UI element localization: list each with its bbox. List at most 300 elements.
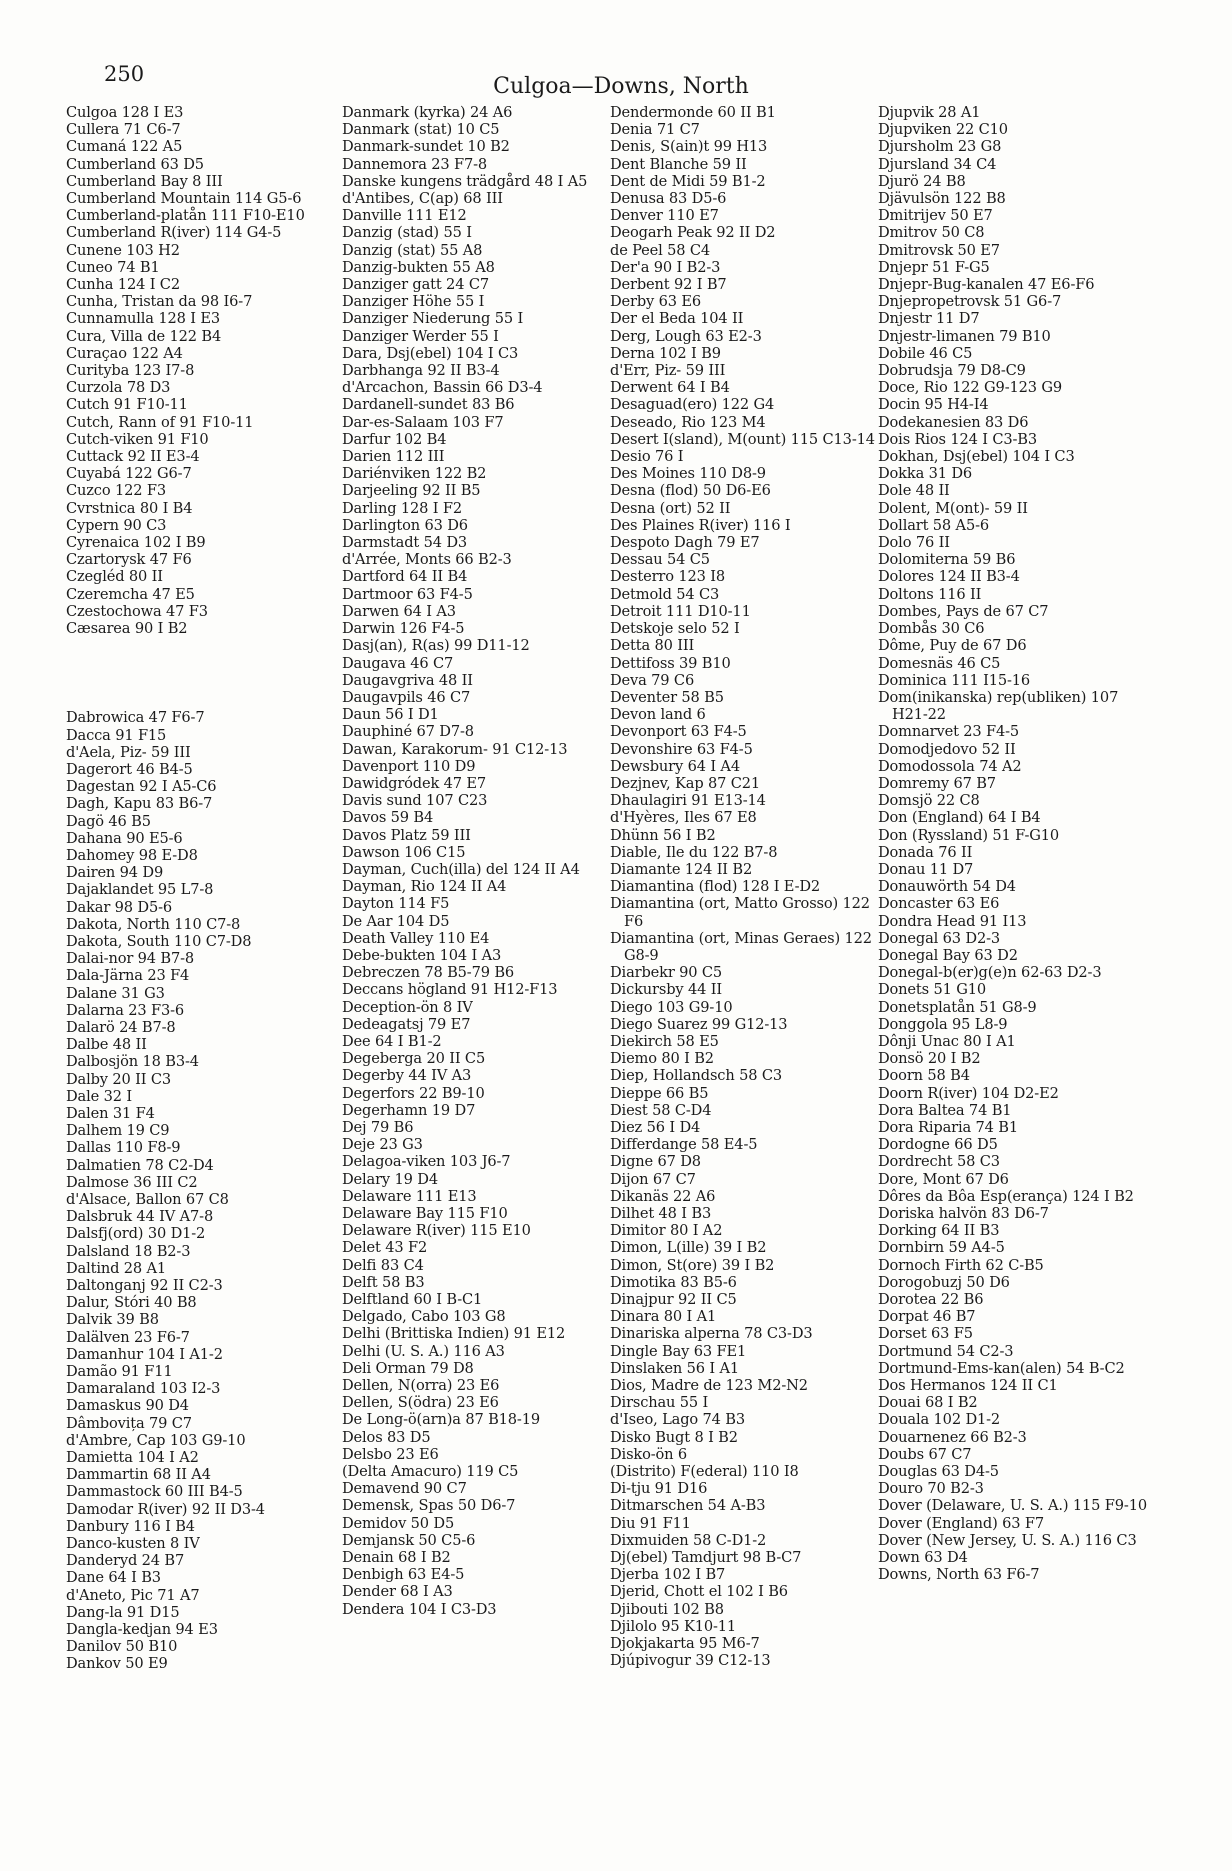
- index-entry: Darjeeling 92 II B5: [342, 482, 481, 500]
- index-entry: Darwen 64 I A3: [342, 602, 456, 620]
- index-column-2: [342, 104, 607, 1618]
- index-entry: Douro 70 B2-3: [878, 1480, 984, 1498]
- index-entry: Cuttack 92 II E3-4: [66, 448, 200, 466]
- index-entry: Dara, Dsj(ebel) 104 I C3: [342, 344, 519, 362]
- index-entry: Delaware 111 E13: [342, 1187, 477, 1205]
- index-entry: Degeberga 20 II C5: [342, 1050, 486, 1068]
- index-entry: Dalarö 24 B7-8: [66, 1018, 176, 1036]
- index-entry: Dent Blanche 59 II: [610, 155, 747, 173]
- index-entry: Dondra Head 91 I13: [878, 912, 1027, 930]
- index-entry: Djerba 102 I B7: [610, 1566, 726, 1584]
- index-entry: Dôme, Puy de 67 D6: [878, 637, 1027, 655]
- index-column-4: [878, 104, 1150, 1583]
- index-entry: Cutch, Rann of 91 F10-11: [66, 413, 254, 431]
- index-entry: Dagö 46 B5: [66, 812, 151, 830]
- index-entry: Dole 48 II: [878, 482, 950, 500]
- index-entry: Danziger Werder 55 I: [342, 327, 499, 345]
- index-entry: Cumberland R(iver) 114 G4-5: [66, 224, 282, 242]
- index-entry: Dokka 31 D6: [878, 465, 973, 483]
- index-entry: Delhi (Brittiska Indien) 91 E12: [342, 1325, 566, 1343]
- index-entry: Curzola 78 D3: [66, 379, 171, 397]
- index-entry: Dannemora 23 F7-8: [342, 155, 488, 173]
- index-entry: Deccans högland 91 H12-F13: [342, 981, 558, 999]
- index-entry: Dayman, Cuch(illa) del 124 II A4: [342, 860, 580, 878]
- index-entry: Djerid, Chott el 102 I B6: [610, 1583, 788, 1601]
- index-entry: Dieppe 66 B5: [610, 1084, 709, 1102]
- index-entry: Culgoa 128 I E3: [66, 104, 184, 121]
- index-entry: Dimitor 80 I A2: [610, 1222, 723, 1240]
- index-entry: Delagoa-viken 103 J6-7: [342, 1153, 511, 1171]
- index-entry: Douala 102 D1-2: [878, 1411, 1001, 1429]
- index-entry: Dakar 98 D5-6: [66, 898, 173, 916]
- running-head: Culgoa—Downs, North: [493, 74, 749, 99]
- index-entry: Dinslaken 56 I A1: [610, 1359, 740, 1377]
- index-entry: Delaware Bay 115 F10: [342, 1205, 508, 1222]
- index-entry: Des Plaines R(iver) 116 I: [610, 516, 791, 534]
- index-entry: Djúpivogur 39 C12-13: [610, 1652, 771, 1670]
- index-entry: Dokhan, Dsj(ebel) 104 I C3: [878, 448, 1075, 466]
- index-entry: Dalmose 36 III C2: [66, 1173, 198, 1191]
- index-entry: Dônji Unac 80 I A1: [878, 1032, 1016, 1050]
- index-entry: Dale 32 I: [66, 1087, 132, 1105]
- index-entry: Despoto Dagh 79 E7: [610, 534, 760, 552]
- index-entry: Davis sund 107 C23: [342, 792, 488, 810]
- index-entry: Domnarvet 23 F4-5: [878, 723, 1020, 741]
- index-entry: Don (England) 64 I B4: [878, 809, 1041, 827]
- index-entry: Dinariska alperna 78 C3-D3: [610, 1325, 813, 1343]
- index-entry: Dalsfj(ord) 30 D1-2: [66, 1225, 206, 1243]
- index-entry: Di-tju 91 D16: [610, 1480, 708, 1498]
- index-entry: d'Aneto, Pic 71 A7: [66, 1586, 200, 1604]
- index-entry: Dar-es-Salaam 103 F7: [342, 413, 504, 431]
- index-entry: Dala-Järna 23 F4: [66, 967, 190, 985]
- index-entry: Dammastock 60 III B4-5: [66, 1483, 243, 1501]
- index-entry: Diable, Ile du 122 B7-8: [610, 843, 778, 861]
- index-entry: Davos Platz 59 III: [342, 826, 471, 844]
- index-entry: Dora Riparia 74 B1: [878, 1118, 1019, 1136]
- index-entry: Czartorysk 47 F6: [66, 551, 192, 569]
- index-entry: Denain 68 I B2: [342, 1549, 451, 1567]
- index-entry: d'Alsace, Ballon 67 C8: [66, 1190, 229, 1208]
- index-entry: Danmark (stat) 10 C5: [342, 121, 500, 139]
- index-entry: Cumaná 122 A5: [66, 138, 183, 156]
- index-entry: Cumberland Mountain 114 G5-6: [66, 190, 302, 208]
- index-entry: Cumberland-platån 111 F10-E10: [66, 207, 305, 225]
- index-entry: Daugavpils 46 C7: [342, 688, 471, 706]
- index-entry: Deje 23 G3: [342, 1136, 423, 1154]
- index-entry: Daun 56 I D1: [342, 706, 439, 724]
- index-entry: Dnjepr 51 F-G5: [878, 258, 990, 276]
- index-entry: Dahomey 98 E-D8: [66, 846, 198, 864]
- index-entry: Diamantina (ort, Minas Geraes) 122 G8-9: [610, 929, 872, 964]
- index-entry: Dane 64 I B3: [66, 1569, 161, 1587]
- index-entry: Donegal Bay 63 D2: [878, 946, 1018, 964]
- index-entry: Dardanell-sundet 83 B6: [342, 396, 515, 414]
- index-entry: Donggola 95 L8-9: [878, 1015, 1008, 1033]
- index-entry: Danzig (stad) 55 I: [342, 224, 472, 242]
- index-entry: Des Moines 110 D8-9: [610, 465, 766, 483]
- index-entry: Doce, Rio 122 G9-123 G9: [878, 379, 1063, 397]
- index-entry: Damaraland 103 I2-3: [66, 1380, 221, 1398]
- index-entry: Dent de Midi 59 B1-2: [610, 172, 766, 190]
- index-entry: Doubs 67 C7: [878, 1445, 972, 1463]
- index-entry: Dortmund 54 C2-3: [878, 1342, 1014, 1360]
- index-entry: Dariénviken 122 B2: [342, 465, 487, 483]
- index-entry: Deception-ön 8 IV: [342, 998, 473, 1016]
- index-entry: Dmitrijev 50 E7: [878, 207, 993, 225]
- index-entry: Domsjö 22 C8: [878, 792, 980, 810]
- index-entry: Dilhet 48 I B3: [610, 1205, 712, 1222]
- index-entry: Debreczen 78 B5-79 B6: [342, 964, 515, 982]
- index-entry: Doltons 116 II: [878, 585, 982, 603]
- index-entry: Doncaster 63 E6: [878, 895, 1000, 913]
- index-entry: Delftland 60 I B-C1: [342, 1291, 483, 1309]
- index-entry: Dora Baltea 74 B1: [878, 1101, 1012, 1119]
- index-entry: Cumberland Bay 8 III: [66, 172, 223, 190]
- index-column-3: [610, 104, 880, 1669]
- index-entry: Danmark (kyrka) 24 A6: [342, 104, 513, 121]
- index-entry: Cyrenaica 102 I B9: [66, 534, 206, 552]
- index-entry: Dairen 94 D9: [66, 864, 164, 882]
- index-entry: Desna (flod) 50 D6-E6: [610, 482, 771, 500]
- index-entry: Dacca 91 F15: [66, 726, 167, 744]
- index-entry: Devonport 63 F4-5: [610, 723, 747, 741]
- index-entry: Donets 51 G10: [878, 981, 987, 999]
- index-entry: Derbent 92 I B7: [610, 276, 727, 294]
- index-entry: Denver 110 E7: [610, 207, 719, 225]
- index-entry: Dawson 106 C15: [342, 843, 466, 861]
- index-entry: Delfi 83 C4: [342, 1256, 424, 1274]
- index-entry: Dalur, Stóri 40 B8: [66, 1294, 197, 1312]
- index-entry: Dolo 76 II: [878, 534, 950, 552]
- index-entry: Curityba 123 I7-8: [66, 362, 195, 380]
- index-entry: Disko-ön 6: [610, 1445, 688, 1463]
- index-entry: Donegal-b(er)g(e)n 62-63 D2-3: [878, 964, 1102, 982]
- index-entry: Darien 112 III: [342, 448, 445, 466]
- index-entry: Damodar R(iver) 92 II D3-4: [66, 1500, 265, 1518]
- index-entry: Diamante 124 II B2: [610, 860, 753, 878]
- index-entry: Danziger gatt 24 C7: [342, 276, 489, 294]
- index-entry: Diemo 80 I B2: [610, 1050, 714, 1068]
- index-entry: Djävulsön 122 B8: [878, 190, 1006, 208]
- index-entry: (Delta Amacuro) 119 C5: [342, 1463, 519, 1481]
- index-entry: Denis, S(ain)t 99 H13: [610, 138, 768, 156]
- index-entry: Down 63 D4: [878, 1549, 968, 1567]
- index-entry: Cumberland 63 D5: [66, 155, 204, 173]
- index-entry: Delaware R(iver) 115 E10: [342, 1222, 531, 1240]
- index-entry: Darling 128 I F2: [342, 499, 463, 517]
- index-entry: Daltonganj 92 II C2-3: [66, 1277, 223, 1294]
- index-entry: Dewsbury 64 I A4: [610, 757, 740, 775]
- index-entry: Cypern 90 C3: [66, 516, 167, 534]
- index-entry: Dagerort 46 B4-5: [66, 760, 193, 778]
- index-entry: Diest 58 C-D4: [610, 1101, 712, 1119]
- index-entry: Dickursby 44 II: [610, 981, 722, 999]
- index-entry: Dikanäs 22 A6: [610, 1187, 716, 1205]
- index-entry: Dornoch Firth 62 C-B5: [878, 1256, 1044, 1274]
- index-entry: Dinajpur 92 II C5: [610, 1291, 737, 1309]
- index-entry: Danilov 50 B10: [66, 1638, 178, 1656]
- index-entry: (Distrito) F(ederal) 110 I8: [610, 1463, 799, 1481]
- index-entry: Dorotea 22 B6: [878, 1291, 984, 1309]
- index-entry: Delet 43 F2: [342, 1239, 428, 1257]
- index-entry: Degerby 44 IV A3: [342, 1067, 472, 1085]
- index-entry: Doriska halvön 83 D6-7: [878, 1205, 1049, 1222]
- index-entry: Diep, Hollandsch 58 C3: [610, 1067, 782, 1085]
- index-entry: Djibouti 102 B8: [610, 1600, 724, 1618]
- index-entry: Dee 64 I B1-2: [342, 1032, 442, 1050]
- index-entry: Douai 68 I B2: [878, 1394, 978, 1412]
- index-entry: Djurö 24 B8: [878, 172, 966, 190]
- index-entry: Dang-la 91 D15: [66, 1603, 180, 1621]
- index-entry: Djokjakarta 95 M6-7: [610, 1635, 760, 1653]
- index-entry: Dingle Bay 63 FE1: [610, 1342, 747, 1360]
- index-entry: Dalhem 19 C9: [66, 1122, 170, 1140]
- index-entry: Dagh, Kapu 83 B6-7: [66, 795, 213, 813]
- index-entry: Degerfors 22 B9-10: [342, 1084, 485, 1102]
- index-entry: Deva 79 C6: [610, 671, 695, 689]
- index-entry: Dhünn 56 I B2: [610, 826, 716, 844]
- index-entry: Delos 83 D5: [342, 1428, 431, 1446]
- index-entry: Dalmatien 78 C2-D4: [66, 1156, 214, 1174]
- index-entry: Disko Bugt 8 I B2: [610, 1428, 738, 1446]
- index-entry: Dartmoor 63 F4-5: [342, 585, 473, 603]
- index-entry: Delft 58 B3: [342, 1273, 425, 1291]
- index-entry: Dallas 110 F8-9: [66, 1139, 181, 1157]
- index-entry: Donsö 20 I B2: [878, 1050, 981, 1068]
- index-entry: Dalsland 18 B2-3: [66, 1242, 191, 1260]
- index-entry: Dois Rios 124 I C3-B3: [878, 430, 1037, 448]
- index-entry: Donau 11 D7: [878, 860, 974, 878]
- index-entry: Daugava 46 C7: [342, 654, 454, 672]
- index-entry: Diego Suarez 99 G12-13: [610, 1015, 788, 1033]
- index-entry: Dalarna 23 F3-6: [66, 1001, 185, 1019]
- index-entry: Diamantina (flod) 128 I E-D2: [610, 878, 821, 896]
- index-entry: Dnjepr-Bug-kanalen 47 E6-F6: [878, 276, 1095, 294]
- index-entry: Domesnäs 46 C5: [878, 654, 1001, 672]
- index-entry: Damanhur 104 I A1-2: [66, 1345, 223, 1363]
- index-entry: Dmitrovsk 50 E7: [878, 241, 1000, 259]
- index-entry: d'Ambre, Cap 103 G9-10: [66, 1431, 246, 1449]
- index-entry: De Aar 104 D5: [342, 912, 450, 930]
- index-entry: Daugavgriva 48 II: [342, 671, 473, 689]
- index-entry: Detmold 54 C3: [610, 585, 720, 603]
- index-entry: Dombås 30 C6: [878, 620, 985, 638]
- index-entry: Dijon 67 C7: [610, 1170, 696, 1188]
- index-entry: Darmstadt 54 D3: [342, 534, 468, 552]
- index-entry: Denbigh 63 E4-5: [342, 1566, 465, 1584]
- index-entry: Demidov 50 D5: [342, 1514, 455, 1532]
- index-entry: Dasj(an), R(as) 99 D11-12: [342, 637, 530, 655]
- index-entry: d'Hyères, Iles 67 E8: [610, 809, 757, 827]
- index-entry: Delsbo 23 E6: [342, 1445, 439, 1463]
- index-entry: d'Arcachon, Bassin 66 D3-4: [342, 379, 543, 397]
- index-entry: Domodjedovo 52 II: [878, 740, 1016, 758]
- index-entry: Deogarh Peak 92 II D2: [610, 224, 776, 242]
- index-entry: Deseado, Rio 123 M4: [610, 413, 766, 431]
- index-entry: Dobile 46 C5: [878, 344, 973, 362]
- index-entry: Danzig (stat) 55 A8: [342, 241, 483, 259]
- index-entry: Djupviken 22 C10: [878, 121, 1008, 139]
- index-entry: Domremy 67 B7: [878, 774, 996, 792]
- index-entry: d'Arrée, Monts 66 B2-3: [342, 551, 512, 569]
- index-entry: Dalane 31 G3: [66, 984, 165, 1002]
- index-entry: Domodossola 74 A2: [878, 757, 1022, 775]
- index-entry: Desterro 123 I8: [610, 568, 725, 586]
- index-entry: Cæsarea 90 I B2: [66, 620, 188, 638]
- index-entry: Dâmbovița 79 C7: [66, 1414, 192, 1432]
- index-entry: Cura, Villa de 122 B4: [66, 327, 222, 345]
- index-entry: Dhaulagiri 91 E13-14: [610, 792, 766, 810]
- index-entry: Demavend 90 C7: [342, 1480, 467, 1498]
- index-entry: Darbhanga 92 II B3-4: [342, 362, 500, 380]
- index-entry: Donada 76 II: [878, 843, 973, 861]
- index-entry: Dender 68 I A3: [342, 1583, 453, 1601]
- index-entry: Dawan, Karakorum- 91 C12-13: [342, 740, 568, 758]
- index-entry: Don (Ryssland) 51 F-G10: [878, 826, 1060, 844]
- index-entry: Dom(inikanska) rep(ubliken) 107 H21-22: [878, 688, 1119, 724]
- index-entry: Dendera 104 I C3-D3: [342, 1600, 497, 1618]
- index-entry: Donetsplatån 51 G8-9: [878, 998, 1037, 1016]
- index-entry: Derg, Lough 63 E2-3: [610, 327, 762, 345]
- index-entry: Douglas 63 D4-5: [878, 1463, 999, 1481]
- index-entry: Dios, Madre de 123 M2-N2: [610, 1377, 808, 1395]
- index-entry: Detskoje selo 52 I: [610, 620, 740, 638]
- index-entry: Cunene 103 H2: [66, 241, 180, 259]
- index-entry: Cuzco 122 F3: [66, 482, 166, 500]
- index-entry: Danziger Niederung 55 I: [342, 310, 524, 328]
- index-entry: Damietta 104 I A2: [66, 1449, 199, 1467]
- index-entry: Dalai-nor 94 B7-8: [66, 950, 195, 968]
- index-entry: Cuyabá 122 G6-7: [66, 465, 192, 483]
- index-entry: Dalbosjön 18 B3-4: [66, 1053, 199, 1071]
- index-entry: Dedeagatsj 79 E7: [342, 1015, 471, 1033]
- index-entry: Dettifoss 39 B10: [610, 654, 731, 672]
- index-entry: Curaçao 122 A4: [66, 344, 183, 362]
- index-entry: Docin 95 H4-I4: [878, 396, 989, 414]
- index-entry: Dore, Mont 67 D6: [878, 1170, 1009, 1188]
- index-entry: Dalvik 39 B8: [66, 1311, 159, 1329]
- index-entry: Denusa 83 D5-6: [610, 190, 727, 208]
- index-entry: Dahana 90 E5-6: [66, 829, 183, 847]
- index-entry: Danziger Höhe 55 I: [342, 293, 485, 311]
- index-entry: Downs, North 63 F6-7: [878, 1566, 1040, 1584]
- index-entry: Delary 19 D4: [342, 1170, 438, 1188]
- index-entry: Detta 80 III: [610, 637, 695, 655]
- index-entry: Debe-bukten 104 I A3: [342, 946, 502, 964]
- index-entry: Dimon, St(ore) 39 I B2: [610, 1256, 775, 1274]
- index-entry: Dordogne 66 D5: [878, 1136, 998, 1154]
- index-entry: Diarbekr 90 C5: [610, 964, 723, 982]
- index-entry: Dellen, N(orra) 23 E6: [342, 1377, 500, 1395]
- index-entry: Czestochowa 47 F3: [66, 602, 208, 620]
- index-entry: Detroit 111 D10-11: [610, 602, 751, 620]
- index-entry: Dirschau 55 I: [610, 1394, 709, 1412]
- index-entry: Dombes, Pays de 67 C7: [878, 602, 1049, 620]
- index-entry: Danbury 116 I B4: [66, 1517, 195, 1535]
- index-entry: Cunnamulla 128 I E3: [66, 310, 220, 328]
- index-entry: Doorn R(iver) 104 D2-E2: [878, 1084, 1059, 1102]
- index-entry: Dauphiné 67 D7-8: [342, 723, 474, 741]
- index-entry: Differdange 58 E4-5: [610, 1136, 758, 1154]
- index-entry: Death Valley 110 E4: [342, 929, 490, 947]
- index-entry: Diu 91 F11: [610, 1514, 691, 1532]
- index-entry: Dawidgródek 47 E7: [342, 774, 487, 792]
- index-entry: Der'a 90 I B2-3: [610, 258, 721, 276]
- index-entry: d'Err, Piz- 59 III: [610, 362, 726, 380]
- index-entry: Dobrudsja 79 D8-C9: [878, 362, 1026, 380]
- index-entry: Cullera 71 C6-7: [66, 121, 181, 139]
- index-entry: De Long-ö(arn)a 87 B18-19: [342, 1411, 540, 1429]
- index-entry: Diez 56 I D4: [610, 1118, 701, 1136]
- index-entry: Damaskus 90 D4: [66, 1397, 189, 1415]
- index-entry: Darwin 126 F4-5: [342, 620, 465, 638]
- index-entry: Dessau 54 C5: [610, 551, 710, 569]
- index-entry: Danmark-sundet 10 B2: [342, 138, 510, 156]
- index-entry: d'Iseo, Lago 74 B3: [610, 1411, 745, 1429]
- index-entry: Desaguad(ero) 122 G4: [610, 396, 775, 414]
- index-entry: Donegal 63 D2-3: [878, 929, 1001, 947]
- index-entry: Dordrecht 58 C3: [878, 1153, 1000, 1171]
- index-entry: Der el Beda 104 II: [610, 310, 744, 328]
- index-entry: Dornbirn 59 A4-5: [878, 1239, 1005, 1257]
- index-entry: Delhi (U. S. A.) 116 A3: [342, 1342, 505, 1360]
- index-entry: Denia 71 C7: [610, 121, 700, 139]
- index-entry: Devonshire 63 F4-5: [610, 740, 753, 758]
- index-entry: Dnjepropetrovsk 51 G6-7: [878, 293, 1062, 311]
- index-entry: Desna (ort) 52 II: [610, 499, 731, 517]
- index-entry: Danville 111 E12: [342, 207, 467, 225]
- index-column-1: [66, 104, 334, 1673]
- index-entry: Dalälven 23 F6-7: [66, 1328, 190, 1346]
- index-entry: Dorpat 46 B7: [878, 1308, 976, 1326]
- index-entry: Digne 67 D8: [610, 1153, 701, 1171]
- index-entry: Danco-kusten 8 IV: [66, 1535, 200, 1553]
- index-entry: Douarnenez 66 B2-3: [878, 1428, 1027, 1446]
- section-gap: [66, 637, 334, 709]
- index-entry: Dj(ebel) Tamdjurt 98 B-C7: [610, 1549, 802, 1567]
- index-entry: Dover (New Jersey, U. S. A.) 116 C3: [878, 1531, 1137, 1549]
- index-entry: Dortmund-Ems-kan(alen) 54 B-C2: [878, 1359, 1125, 1377]
- index-entry: Djursholm 23 G8: [878, 138, 1002, 156]
- index-entry: Dalsbruk 44 IV A7-8: [66, 1208, 214, 1226]
- index-entry: de Peel 58 C4: [610, 241, 711, 259]
- index-entry: Ditmarschen 54 A-B3: [610, 1497, 766, 1515]
- index-entry: Dimon, L(ille) 39 I B2: [610, 1239, 767, 1257]
- index-entry: Dmitrov 50 C8: [878, 224, 985, 242]
- index-entry: Dodekanesien 83 D6: [878, 413, 1029, 431]
- index-entry: Diego 103 G9-10: [610, 998, 733, 1016]
- index-entry: Demjansk 50 C5-6: [342, 1531, 476, 1549]
- index-entry: Dos Hermanos 124 II C1: [878, 1377, 1058, 1395]
- index-entry: Cuneo 74 B1: [66, 258, 160, 276]
- index-entry: Djilolo 95 K10-11: [610, 1617, 737, 1635]
- page-number: 250: [104, 62, 145, 86]
- index-entry: Czegléd 80 II: [66, 568, 163, 586]
- index-entry: Demensk, Spas 50 D6-7: [342, 1497, 516, 1515]
- index-entry: Diamantina (ort, Matto Grosso) 122 F6: [610, 895, 870, 930]
- index-entry: Dolent, M(ont)- 59 II: [878, 499, 1028, 517]
- index-entry: Dajaklandet 95 L7-8: [66, 881, 214, 899]
- index-entry: Degerhamn 19 D7: [342, 1101, 476, 1119]
- index-entry: Dominica 111 I15-16: [878, 671, 1031, 689]
- index-entry: Dabrowica 47 F6-7: [66, 709, 205, 727]
- index-entry: Danderyd 24 B7: [66, 1552, 185, 1570]
- index-entry: Delgado, Cabo 103 G8: [342, 1308, 506, 1326]
- index-entry: Damão 91 F11: [66, 1363, 173, 1381]
- index-entry: Dolores 124 II B3-4: [878, 568, 1020, 586]
- index-entry: Dixmuiden 58 C-D1-2: [610, 1531, 767, 1549]
